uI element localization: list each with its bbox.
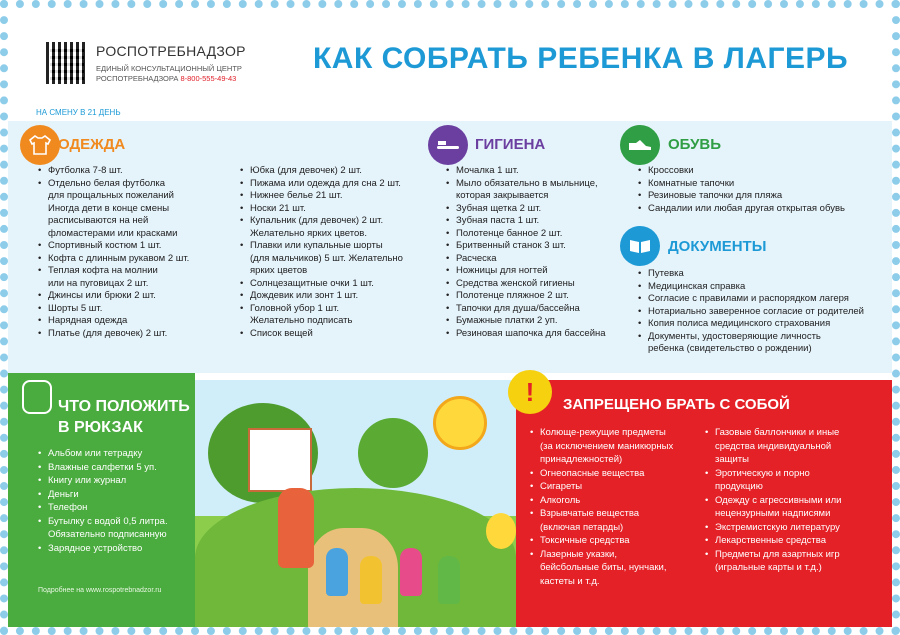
list-item: расписываются на ней (48, 215, 149, 226)
child-illustration (438, 556, 460, 604)
adult-illustration (278, 488, 314, 568)
list-item: • Лекарственные средства (703, 534, 883, 548)
list-item: • Путевка (636, 268, 886, 281)
list-item: • Копия полиса медицинского страхования (636, 318, 886, 331)
list-item: кастеты и т.д. (540, 575, 600, 587)
shift-label: НА СМЕНУ В 21 ДЕНЬ (36, 108, 121, 117)
list-item: • Дождевик или зонт 1 шт. (238, 290, 428, 303)
list-item: • Резиновые тапочки для пляжа (636, 190, 886, 203)
backpack-list (36, 447, 196, 555)
list-item: • Документы, удостоверяющие личность (636, 331, 886, 344)
child-illustration (326, 548, 348, 596)
backpack-title-line2: В РЮКЗАК (58, 419, 143, 436)
list-item: принадлежностей) (540, 454, 623, 465)
child-illustration (400, 548, 422, 596)
list-item: (для мальчиков) 5 шт. Желательно (250, 252, 403, 264)
list-item: • Солнцезащитные очки 1 шт. (238, 278, 428, 291)
sun-illustration (433, 396, 487, 450)
list-item: • Колюще-режущие предметы (528, 426, 706, 440)
list-item: • Бумажные платки 2 уп. (444, 315, 624, 328)
clothing-list-2 (238, 165, 428, 340)
list-item: • Нижнее белье 21 шт. (238, 190, 428, 203)
list-item: • Плавки или купальные шорты (238, 240, 428, 253)
shoes-title: ОБУВЬ (668, 136, 722, 153)
list-item: • Отдельно белая футболка (36, 178, 236, 191)
list-item: • Согласие с правилами и распорядком лагеря (636, 293, 886, 306)
list-item: • Медицинская справка (636, 281, 886, 294)
qr-code (46, 42, 88, 84)
list-item: • Газовые баллончики и иные (703, 426, 883, 440)
documents-title: ДОКУМЕНТЫ (668, 238, 767, 255)
list-item: • Кроссовки (636, 165, 886, 178)
list-item: • Пижама или одежда для сна 2 шт. (238, 178, 428, 191)
path-illustration (308, 528, 398, 627)
clothing-list-1 (36, 165, 236, 340)
list-item: • Огнеопасные вещества (528, 467, 706, 481)
list-item: Обязательно подписанную (48, 529, 167, 540)
list-item: • Расческа (444, 253, 624, 266)
list-item: бейсбольные биты, нунчаки, (540, 562, 667, 573)
list-item: • Шорты 5 шт. (36, 303, 236, 316)
book-icon (620, 226, 660, 266)
tree-illustration (358, 418, 428, 488)
list-item: • Комнатные тапочки (636, 178, 886, 191)
list-item: (игральные карты и т.д.) (715, 562, 822, 573)
list-item: фломастерами или красками (48, 227, 178, 239)
list-item: защиты (715, 454, 749, 465)
list-item: средства индивидуальной (715, 440, 832, 452)
list-item: ярких цветов (250, 265, 308, 276)
list-item: • Спортивный костюм 1 шт. (36, 240, 236, 253)
list-item: нецензурными надписями (715, 508, 831, 519)
org-name: РОСПОТРЕБНАДЗОР (96, 43, 246, 59)
list-item: • Альбом или тетрадку (36, 447, 196, 461)
list-item: • Зарядное устройство (36, 542, 196, 556)
house-illustration (248, 428, 312, 492)
list-item: • Джинсы или брюки 2 шт. (36, 290, 236, 303)
list-item: • Купальник (для девочек) 2 шт. (238, 215, 428, 228)
backpack-title (58, 396, 193, 438)
list-item: продукцию (715, 481, 763, 492)
list-item: ребенка (свидетельство о рождении) (648, 343, 812, 354)
list-item: • Зубная щетка 2 шт. (444, 203, 624, 216)
forbidden-list-1 (528, 426, 706, 588)
forbidden-list-2 (703, 426, 883, 575)
hygiene-list (444, 165, 624, 340)
footer-link: Подробнее на www.rospotrebnadzor.ru (38, 587, 162, 594)
list-item: • Деньги (36, 488, 196, 502)
list-item: для прощальных пожеланий (48, 190, 174, 201)
list-item: • Сандалии или любая другая открытая обувь (636, 203, 886, 216)
list-item: • Эротическую и порно (703, 467, 883, 481)
balloon-illustration (486, 513, 516, 549)
clothing-title: ОДЕЖДА (58, 136, 126, 153)
forbidden-title: ЗАПРЕЩЕНО БРАТЬ С СОБОЙ (563, 396, 790, 413)
list-item: • Тапочки для душа/бассейна (444, 303, 624, 316)
list-item: • Токсичные средства (528, 534, 706, 548)
org-phone: 8-800-555-49-43 (180, 74, 237, 83)
list-item: (за исключением маникюрных (540, 440, 674, 452)
documents-list (636, 268, 886, 356)
list-item: • Бутылку с водой 0,5 литра. (36, 515, 196, 529)
list-item: • Резиновая шапочка для бассейна (444, 328, 624, 341)
list-item: • Платье (для девочек) 2 шт. (36, 328, 236, 341)
list-item: • Нарядная одежда (36, 315, 236, 328)
org-sub-line1: ЕДИНЫЙ КОНСУЛЬТАЦИОННЫЙ ЦЕНТР (96, 64, 242, 73)
poster (8, 8, 892, 627)
list-item: • Сигареты (528, 480, 706, 494)
list-item: • Полотенце пляжное 2 шт. (444, 290, 624, 303)
list-item: Желательно ярких цветов. (250, 227, 367, 239)
exclamation-icon: ! (508, 370, 552, 414)
list-item: • Ножницы для ногтей (444, 265, 624, 278)
list-item: • Список вещей (238, 328, 428, 341)
list-item: Иногда дети в конце смены (48, 202, 170, 214)
org-subtitle (96, 64, 256, 84)
toothbrush-icon (428, 125, 468, 165)
list-item: • Телефон (36, 501, 196, 515)
list-item: • Средства женской гигиены (444, 278, 624, 291)
list-item: • Головной убор 1 шт. (238, 303, 428, 316)
list-item: • Лазерные указки, (528, 548, 706, 562)
shirt-icon (20, 125, 60, 165)
list-item: • Кофта с длинным рукавом 2 шт. (36, 253, 236, 266)
list-item: • Мыло обязательно в мыльнице, (444, 178, 624, 191)
list-item: • Полотенце банное 2 шт. (444, 228, 624, 241)
list-item: • Книгу или журнал (36, 474, 196, 488)
backpack-icon (22, 380, 52, 414)
list-item: которая закрывается (456, 190, 549, 201)
backpack-title-line1: ЧТО ПОЛОЖИТЬ (58, 398, 190, 415)
list-item: • Носки 21 шт. (238, 203, 428, 216)
list-item: Желательно подписать (250, 315, 353, 326)
sneaker-icon (620, 125, 660, 165)
list-item: • Влажные салфетки 5 уп. (36, 461, 196, 475)
list-item: или на пуговицах 2 шт. (48, 277, 149, 289)
list-item: • Предметы для азартных игр (703, 548, 883, 562)
child-illustration (360, 556, 382, 604)
list-item: • Юбка (для девочек) 2 шт. (238, 165, 428, 178)
list-item: • Одежду с агрессивными или (703, 494, 883, 508)
list-item: • Зубная паста 1 шт. (444, 215, 624, 228)
list-item: • Алкоголь (528, 494, 706, 508)
org-sub-line2: РОСПОТРЕБНАДЗОРА (96, 74, 179, 83)
list-item: • Экстремистскую литературу (703, 521, 883, 535)
page-title: КАК СОБРАТЬ РЕБЕНКА В ЛАГЕРЬ (313, 42, 849, 75)
shoes-list (636, 165, 886, 215)
list-item: • Взрывчатые вещества (528, 507, 706, 521)
list-item: • Бритвенный станок 3 шт. (444, 240, 624, 253)
hygiene-title: ГИГИЕНА (475, 136, 546, 153)
list-item: • Мочалка 1 шт. (444, 165, 624, 178)
list-item: • Теплая кофта на молнии (36, 265, 236, 278)
list-item: • Нотариально заверенное согласие от родителей (636, 306, 886, 319)
list-item: (включая петарды) (540, 521, 624, 533)
list-item: • Футболка 7-8 шт. (36, 165, 236, 178)
